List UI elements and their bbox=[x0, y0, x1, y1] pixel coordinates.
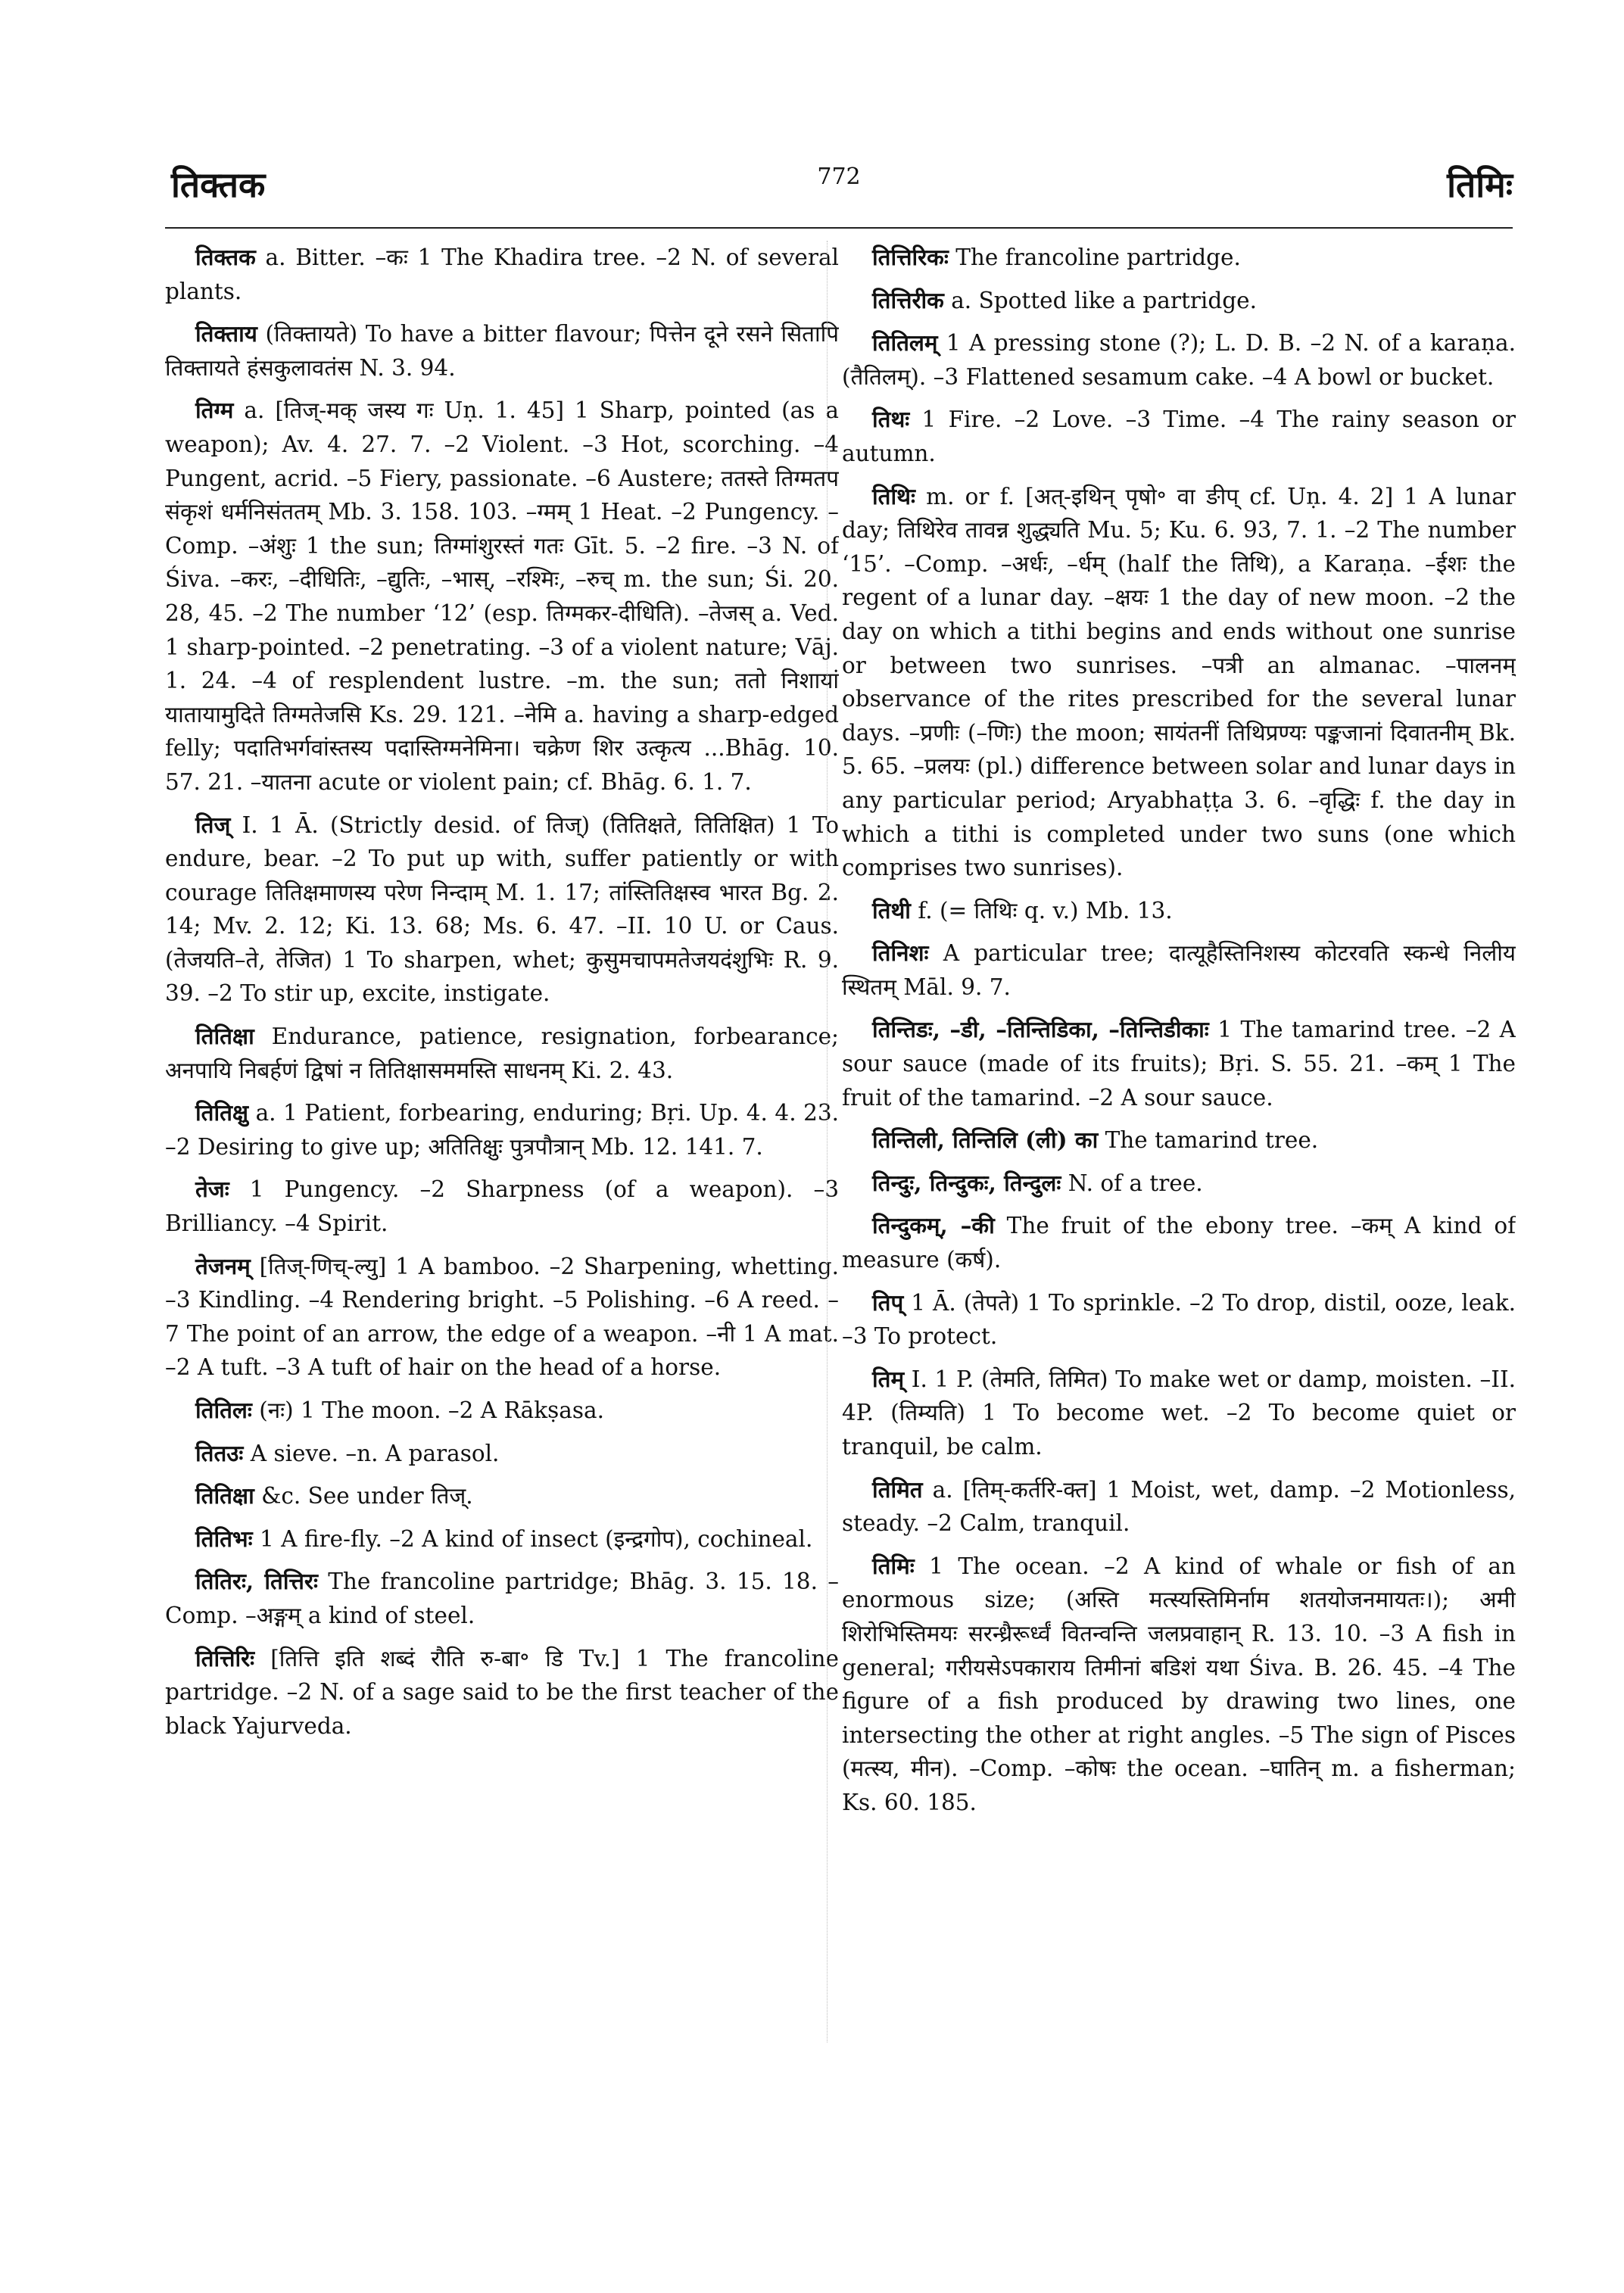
dictionary-entry bbox=[165, 394, 839, 799]
dictionary-entry bbox=[842, 1013, 1516, 1114]
entry-text: (नः) 1 The moon. –2 A Rākṣasa. bbox=[251, 1397, 604, 1423]
entry-text: &c. See under तिज्. bbox=[254, 1483, 473, 1509]
dictionary-entry bbox=[842, 284, 1516, 318]
entry-headword: तितउः bbox=[195, 1439, 244, 1466]
entry-text: f. (= तिथिः q. v.) Mb. 13. bbox=[910, 897, 1173, 924]
right-column bbox=[842, 241, 1516, 2224]
dictionary-entry bbox=[842, 1363, 1516, 1464]
entry-text: [तित्ति इति शब्दं रौति रु-बा॰ डि Tv.] 1 The francoline partridge. –2 N. of a sage said to be the first teacher of the black Yajurveda. bbox=[165, 1645, 839, 1739]
dictionary-entry bbox=[165, 317, 839, 385]
dictionary-entry bbox=[842, 241, 1516, 275]
entry-headword: तित्तिरीक bbox=[872, 286, 944, 313]
entry-headword: तिन्दुः, तिन्दुकः, तिन्दुलः bbox=[872, 1169, 1061, 1196]
column-divider bbox=[827, 241, 828, 2042]
entry-text: 1 A fire-fly. –2 A kind of insect (इन्द्रगोप), cochineal. bbox=[252, 1525, 813, 1552]
entry-text: N. of a tree. bbox=[1061, 1170, 1203, 1196]
entry-headword: तितिलम् bbox=[872, 329, 938, 357]
entry-headword: तितिक्षा bbox=[195, 1023, 254, 1050]
entry-headword: तिक्ताय bbox=[195, 320, 257, 347]
entry-text: a. Bitter. –कः 1 The Khadira tree. –2 N. of several plants. bbox=[165, 245, 839, 304]
dictionary-entry bbox=[842, 1473, 1516, 1541]
entry-text: [तिज्-णिच्-ल्यु] 1 A bamboo. –2 Sharpening, whetting. –3 Kindling. –4 Rendering bright. –5 Polishing. –6 A reed. –7 The point of an arrow, the edge of a weapon. –नी 1 A mat. –2 A tuft. –3 A tuft of hair on the head of a horse. bbox=[165, 1253, 839, 1381]
dictionary-entry bbox=[842, 1123, 1516, 1157]
entry-text: 1 The ocean. –2 A kind of whale or fish of an enormous size; (अस्ति मत्स्यस्तिमिर्नाम शतयोजनमायतः।); अमी शिरोभिस्तिमयः सरन्ध्रैरूर्ध्वं वितन्वन्ति जलप्रवाहान् R. 13. 10. –3 A fish in general; गरीयसेऽपकाराय तिमीनां बडिशं यथा Śiva. B. 26. 45. –4 The figure of a fish produced by drawing two lines, one intersecting the other at right angles. –5 The sign of Pisces (मत्स्य, मीन). –Comp. –कोषः the ocean. –घातिन् m. a fisherman; Ks. 60. 185. bbox=[842, 1553, 1516, 1815]
dictionary-entry bbox=[842, 936, 1516, 1004]
dictionary-entry bbox=[842, 326, 1516, 394]
entry-headword: तिमिः bbox=[872, 1552, 915, 1579]
dictionary-entry bbox=[842, 480, 1516, 885]
dictionary-entry bbox=[165, 808, 839, 1011]
entry-text: 1 The tamarind tree. –2 A sour sauce (made of its fruits); Bṛi. S. 55. 21. –कम् 1 The fruit of the tamarind. –2 A sour sauce. bbox=[842, 1017, 1516, 1111]
dictionary-entry bbox=[165, 1020, 839, 1087]
dictionary-entry bbox=[842, 1167, 1516, 1201]
dictionary-entry bbox=[842, 1286, 1516, 1354]
dictionary-entry bbox=[165, 1173, 839, 1240]
running-head-right: तिमिः bbox=[1447, 164, 1513, 205]
entry-headword: तिथी bbox=[872, 896, 911, 924]
entry-text: Endurance, patience, resignation, forbearance; अनपायि निबर्हणं द्विषां न तितिक्षासममस्ति साधनम् Ki. 2. 43. bbox=[165, 1023, 839, 1083]
entry-headword: तितिभः bbox=[195, 1525, 253, 1552]
entry-text: a. Spotted like a partridge. bbox=[943, 287, 1257, 313]
entry-headword: तिनिशः bbox=[872, 939, 929, 967]
entry-headword: तिन्तिडः, –डी, –तिन्तिडिका, –तिन्तिडीकाः bbox=[872, 1016, 1209, 1043]
entry-text: (तिक्तायते) To have a bitter flavour; पित्तेन दूने रसने सितापि तिक्तायते हंसकुलावतंस N. 3. 94. bbox=[165, 321, 839, 381]
entry-text: 1 A pressing stone (?); L. D. B. –2 N. of a karaṇa. (तैतिलम्). –3 Flattened sesamum cake. –4 A bowl or bucket. bbox=[842, 330, 1516, 390]
entry-text: a. 1 Patient, forbearing, enduring; Bṛi. Up. 4. 4. 23. –2 Desiring to give up; अतितिक्षुः पुत्रपौत्रान् Mb. 12. 141. 7. bbox=[165, 1100, 839, 1160]
dictionary-entry bbox=[165, 1437, 839, 1471]
dictionary-entry bbox=[842, 403, 1516, 470]
entry-headword: तिग्म bbox=[195, 397, 234, 424]
dictionary-entry bbox=[165, 241, 839, 308]
entry-headword: तित्तिरिः bbox=[195, 1644, 255, 1671]
entry-headword: तित्तिरिकः bbox=[872, 244, 949, 270]
dictionary-entry bbox=[165, 1642, 839, 1743]
entry-headword: तिमित bbox=[872, 1475, 923, 1503]
entry-headword: तिथः bbox=[872, 406, 910, 433]
dictionary-entry bbox=[165, 1096, 839, 1164]
running-head-left: तिक्तक bbox=[171, 164, 266, 205]
entry-headword: तिज् bbox=[195, 811, 231, 838]
entry-text: A sieve. –n. A parasol. bbox=[243, 1440, 500, 1466]
entry-headword: तिम् bbox=[872, 1365, 905, 1392]
entry-headword: तितिलः bbox=[195, 1397, 252, 1423]
entry-text: 1 Fire. –2 Love. –3 Time. –4 The rainy season or autumn. bbox=[842, 407, 1516, 466]
entry-headword: तिन्तिली, तिन्तिलि (ली) का bbox=[872, 1126, 1099, 1154]
entry-headword: तिथिः bbox=[872, 482, 915, 509]
entry-headword: तितिक्षु bbox=[195, 1099, 249, 1126]
entry-text: The francoline partridge. bbox=[948, 245, 1241, 270]
entry-text: a. [तिम्-कर्तरि-क्त] 1 Moist, wet, damp. –2 Motionless, steady. –2 Calm, tranquil. bbox=[842, 1476, 1516, 1537]
entry-text: a. [तिज्-मक् जस्य गः Uṇ. 1. 45] 1 Sharp, pointed (as a weapon); Av. 4. 27. 7. –2 Violent. –3 Hot, scorching. –4 Pungent, acrid. –5 Fiery, passionate. –6 Austere; ततस्ते तिग्मतप संकृशं धर्मनिसंततम् Mb. 3. 158. 103. –ग्मम् 1 Heat. –2 Pungency. –Comp. –अंशुः 1 the sun; तिग्मांशुरस्तं गतः Gīt. 5. –2 fire. –3 N. of Śiva. –करः, –दीधितिः, –द्युतिः, –भास्, –रश्मिः, –रुच् m. the sun; Śi. 20. 28, 45. –2 The number ‘12’ (esp. तिग्मकर-दीधिति). –तेजस् a. Ved. 1 sharp-pointed. –2 penetrating. –3 of a violent nature; Vāj. 1. 24. –4 of resplendent lustre. –m. the sun; ततो निशायां यातायामुदिते तिग्मतेजसि Ks. 29. 121. –नेमि a. having a sharp-edged felly; पदातिभर्गवांस्तस्य पदास्तिग्मनेमिना। चक्रेण शिर उत्कृत्य ...Bhāg. 10. 57. 21. –यातना acute or violent pain; cf. Bhāg. 6. 1. 7. bbox=[165, 397, 839, 795]
entry-text: The francoline partridge; Bhāg. 3. 15. 18. –Comp. –अङ्गम् a kind of steel. bbox=[165, 1569, 839, 1628]
entry-headword: तितिक्षा bbox=[195, 1482, 254, 1509]
dictionary-entry bbox=[842, 894, 1516, 928]
entry-text: m. or f. [अत्-इथिन् पृषो॰ वा ङीप् cf. Uṇ. 4. 2] 1 A lunar day; तिथिरेव तावन्न शुद्ध्यति Mu. 5; Ku. 6. 93, 7. 1. –2 The number ‘15’. –Comp. –अर्धः, –र्धम् (half the तिथि), a Karaṇa. –ईशः the regent of a lunar day. –क्षयः 1 the day of new moon. –2 the day on which a tithi begins and ends without one sunrise or between two sunrises. –पत्री an almanac. –पालनम् observance of the rites prescribed for the several lunar days. –प्रणीः (–णिः) the moon; सायंतनीं तिथिप्रण्यः पङ्कजानां दिवातनीम् Bk. 5. 65. –प्रलयः (pl.) difference between solar and lunar days in any particular period; Aryabhaṭṭa 3. 6. –वृद्धिः f. the day in which a tithi is completed under two suns (one which comprises two sunrises). bbox=[842, 483, 1516, 881]
entry-text: The tamarind tree. bbox=[1098, 1127, 1319, 1154]
dictionary-entry bbox=[165, 1522, 839, 1556]
dictionary-entry bbox=[165, 1394, 839, 1428]
entry-text: 1 Pungency. –2 Sharpness (of a weapon). –3 Brilliancy. –4 Spirit. bbox=[165, 1176, 839, 1237]
entry-text: 1 Ā. (तेपते) 1 To sprinkle. –2 To drop, distil, ooze, leak. –3 To protect. bbox=[842, 1289, 1516, 1350]
dictionary-entry bbox=[165, 1250, 839, 1385]
header-rule bbox=[165, 227, 1513, 229]
entry-headword: तितिरः, तित्तिरः bbox=[195, 1568, 318, 1595]
dictionary-entry bbox=[842, 1209, 1516, 1276]
entry-text: I. 1 P. (तेमति, तिमित) To make wet or damp, moisten. –II. 4P. (तिम्यति) 1 To become wet. –2 To become quiet or tranquil, be calm. bbox=[842, 1366, 1516, 1460]
entry-headword: तिन्दुकम्, –की bbox=[872, 1212, 995, 1239]
page-number: 772 bbox=[817, 164, 861, 190]
entry-text: A particular tree; दात्यूहैस्तिनिशस्य कोटरवति स्कन्धे निलीय स्थितम् Māl. 9. 7. bbox=[842, 940, 1516, 1000]
dictionary-entry bbox=[842, 1550, 1516, 1820]
entry-headword: तेजनम् bbox=[195, 1252, 251, 1279]
entry-headword: तिप् bbox=[872, 1288, 904, 1316]
entry-text: I. 1 Ā. (Strictly desid. of तिज्) (तितिक्षते, तितिक्षित) 1 To endure, bear. –2 To put up with, suffer patiently or with courage तितिक्षमाणस्य परेण निन्दाम् M. 1. 17; तांस्तितिक्षस्व भारत Bg. 2. 14; Mv. 2. 12; Ki. 13. 68; Ms. 6. 47. –II. 10 U. or Caus. (तेजयति–ते, तेजित) 1 To sharpen, whet; कुसुमचापमतेजयदंशुभिः R. 9. 39. –2 To stir up, excite, instigate. bbox=[165, 812, 839, 1007]
dictionary-entry bbox=[165, 1479, 839, 1513]
left-column bbox=[165, 241, 839, 2224]
entry-text: The fruit of the ebony tree. –कम् A kind of measure (कर्ष). bbox=[842, 1213, 1516, 1273]
dictionary-entry bbox=[165, 1565, 839, 1632]
page-header bbox=[165, 148, 1513, 217]
entry-headword: तेजः bbox=[195, 1176, 229, 1203]
entry-headword: तिक्तक bbox=[195, 244, 256, 270]
